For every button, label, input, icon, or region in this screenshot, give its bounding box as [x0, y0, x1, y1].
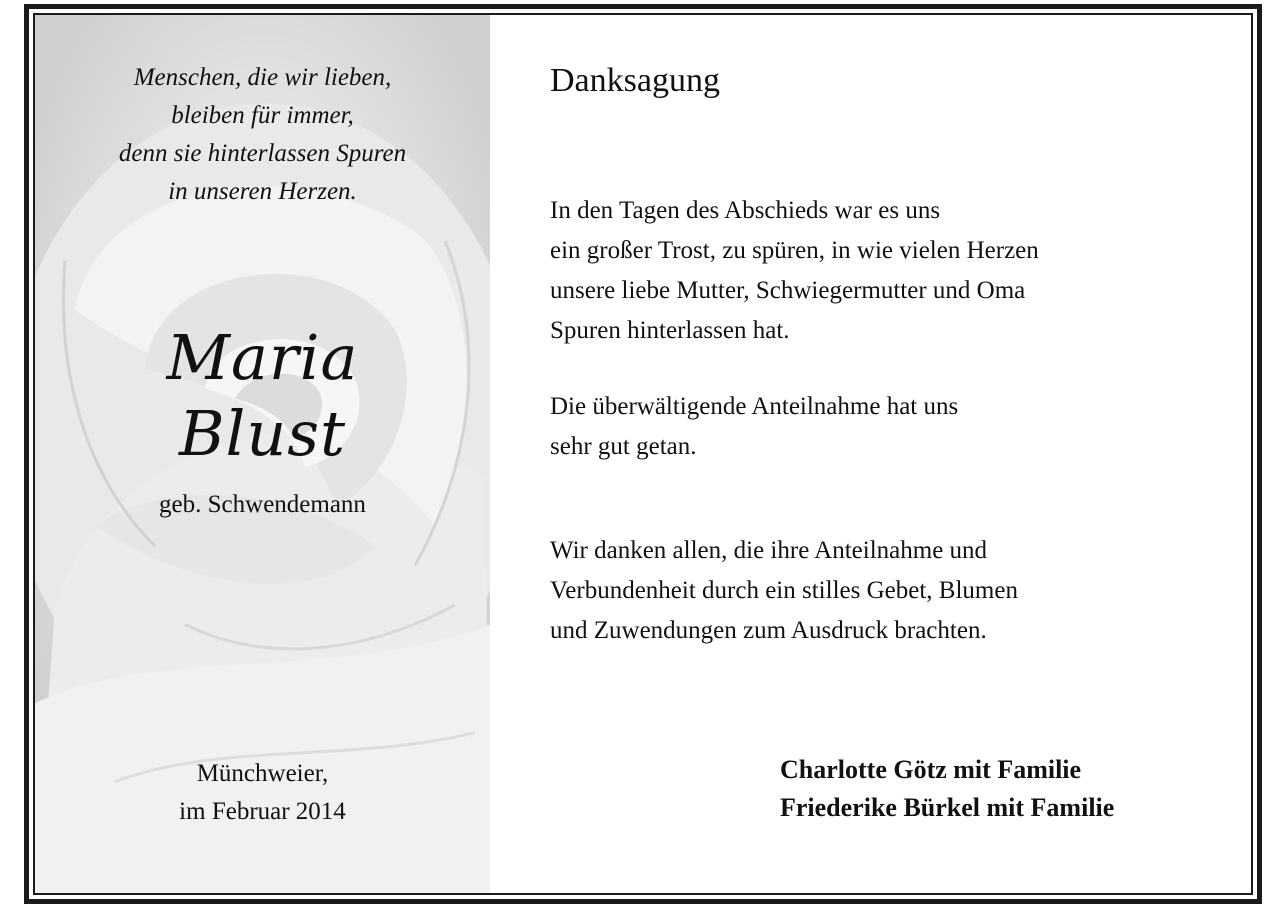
paragraph-3-line-1: Wir danken allen, die ihre Anteilnahme und: [550, 537, 988, 564]
memorial-poem: [35, 59, 490, 211]
paragraph-1-line-2: ein großer Trost, zu spüren, in wie vielen Herzen: [550, 237, 1039, 264]
signature-2: Friederike Bürkel mit Familie: [780, 793, 1115, 822]
paragraph-1-line-4: Spuren hinterlassen hat.: [550, 317, 790, 344]
poem-line-1: Menschen, die wir lieben,: [133, 64, 392, 91]
poem-line-3: denn sie hinterlassen Spuren: [118, 140, 407, 167]
paragraph-1: [550, 191, 1039, 351]
signature-1: Charlotte Götz mit Familie: [780, 755, 1082, 784]
date: im Februar 2014: [179, 798, 346, 825]
poem-line-4: in unseren Herzen.: [168, 178, 357, 205]
place-and-date: [35, 755, 490, 831]
last-name: Blust: [178, 397, 347, 470]
notice-inner-frame: [33, 13, 1253, 895]
place: Münchweier,: [196, 760, 329, 787]
paragraph-2-line-2: sehr gut getan.: [550, 433, 697, 460]
first-name: Maria: [166, 321, 359, 394]
poem-line-2: bleiben für immer,: [171, 102, 354, 129]
paragraph-1-line-3: unsere liebe Mutter, Schwiegermutter und Oma: [550, 277, 1026, 304]
paragraph-2: [550, 387, 958, 467]
deceased-name: [35, 320, 490, 472]
paragraph-3-line-3: und Zuwendungen zum Ausdruck brachten.: [550, 617, 987, 644]
paragraph-1-line-1: In den Tagen des Abschieds war es uns: [550, 197, 941, 224]
paragraph-3-line-2: Verbundenheit durch ein stilles Gebet, Blumen: [550, 577, 1018, 604]
maiden-name: geb. Schwendemann: [159, 491, 366, 518]
page-title: Danksagung: [550, 62, 720, 99]
paragraph-3: [550, 531, 1018, 651]
rose-panel: [35, 15, 490, 893]
notice-frame: [24, 4, 1262, 904]
signatures: [780, 751, 1114, 827]
thanks-panel: [490, 15, 1251, 893]
paragraph-2-line-1: Die überwältigende Anteilnahme hat uns: [550, 393, 959, 420]
